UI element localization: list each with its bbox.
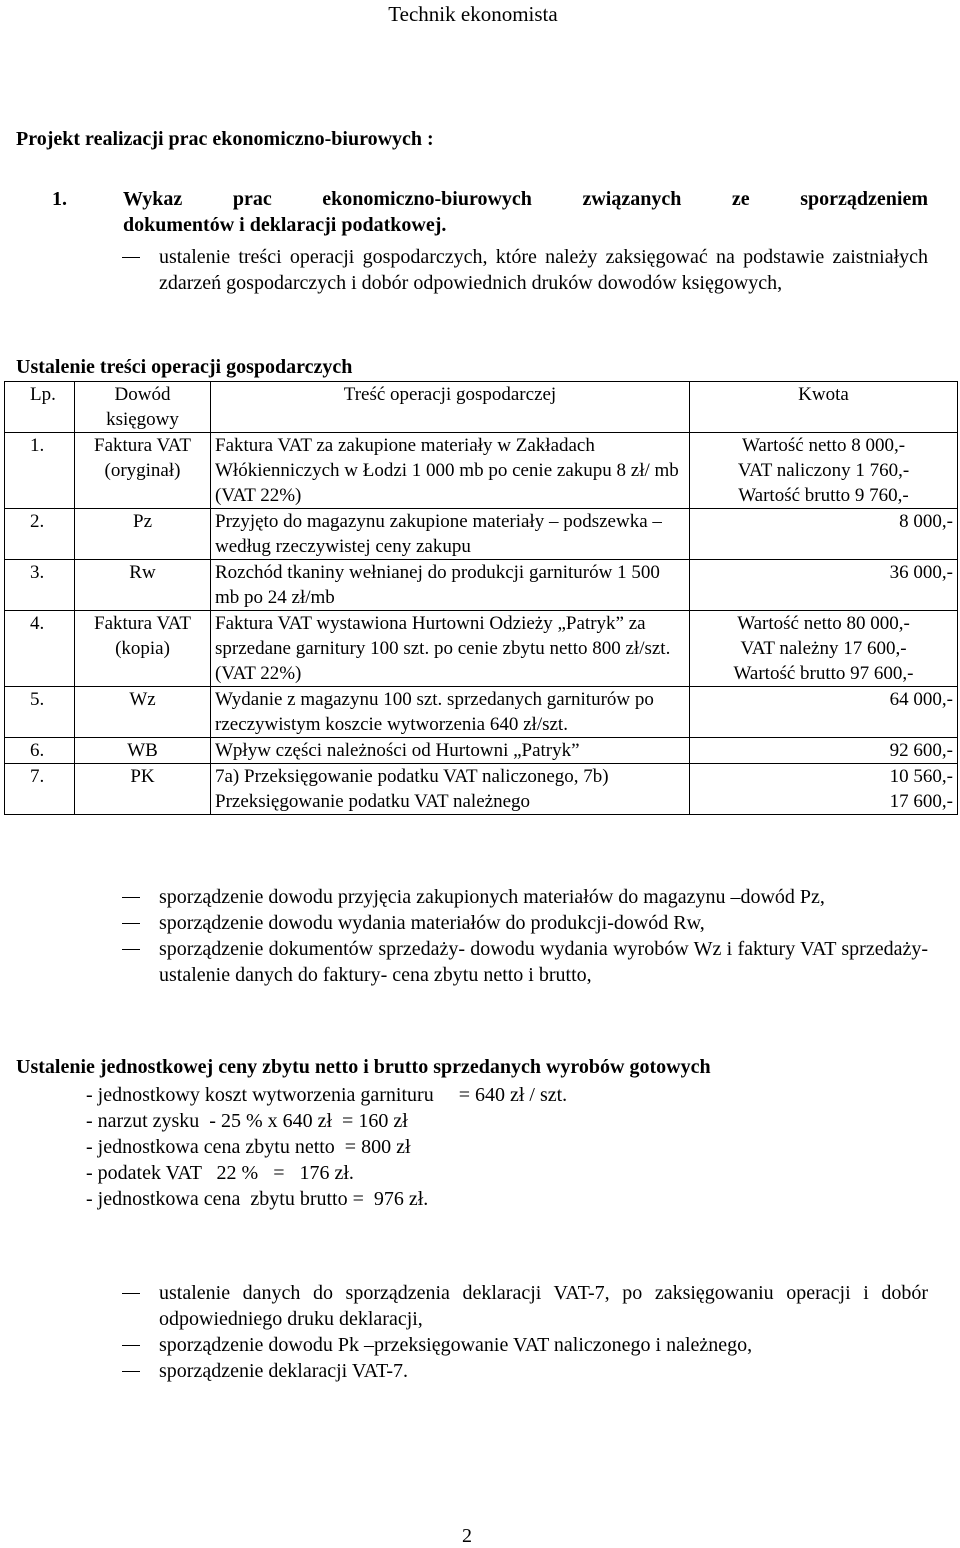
price-line: - jednostkowa cena zbytu brutto = 976 zł. xyxy=(86,1188,429,1210)
list-item: sporządzenie dokumentów sprzedaży- dowodu wydania wyrobów Wz i faktury VAT sprzedaży- ustalenie danych do faktury- cena zbytu netto i brutto, xyxy=(122,936,928,988)
kwota-line: 8 000,- xyxy=(899,511,953,532)
table-row xyxy=(5,509,958,560)
list-item: ustalenie danych do sporządzenia deklaracji VAT-7, po zaksięgowaniu operacji i dobór odpowiedniego druku deklaracji, xyxy=(122,1280,928,1332)
table-row xyxy=(5,433,958,509)
cell-kwota xyxy=(690,611,958,687)
list-item: ustalenie treści operacji gospodarczych, które należy zaksięgować na podstawie zaistniałych zdarzeń gospodarczych i dobór odpowiednich druków dowodów księgowych, xyxy=(122,244,928,296)
cell-tresc: Faktura VAT za zakupione materiały w Zakładach Włókienniczych w Łodzi 1 000 mb po cenie zakupu 8 zł/ mb (VAT 22%) xyxy=(211,433,690,509)
price-line: - podatek VAT 22 % = 176 zł. xyxy=(86,1162,354,1184)
cell-dowod: Faktura VAT (kopia) xyxy=(75,611,211,687)
cell-kwota xyxy=(690,687,958,738)
kwota-line: VAT naliczony 1 760,- xyxy=(737,460,910,481)
cell-lp: 2. xyxy=(5,509,75,560)
price-line: - jednostkowa cena zbytu netto = 800 zł xyxy=(86,1136,411,1158)
kwota-line: 17 600,- xyxy=(889,791,953,812)
cell-kwota xyxy=(690,433,958,509)
section-1-heading xyxy=(52,186,928,238)
task-list-c xyxy=(122,1280,928,1384)
table-row xyxy=(5,764,958,815)
header-tresc: Treść operacji gospodarczej xyxy=(211,382,690,433)
kwota-line: Wartość brutto 97 600,- xyxy=(733,663,914,684)
section-heading-line-1: Wykaz prac ekonomiczno-biurowych związanych ze sporządzeniem xyxy=(123,188,928,210)
cell-kwota xyxy=(690,764,958,815)
cell-tresc: 7a) Przeksięgowanie podatku VAT naliczonego, 7b) Przeksięgowanie podatku VAT należnego xyxy=(211,764,690,815)
kwota-line: VAT należny 17 600,- xyxy=(740,638,907,659)
cell-tresc: Przyjęto do magazynu zakupione materiały – podszewka – według rzeczywistej ceny zakupu xyxy=(211,509,690,560)
kwota-line: 64 000,- xyxy=(889,689,953,710)
kwota-line: Wartość netto 80 000,- xyxy=(737,613,910,634)
kwota-line: 36 000,- xyxy=(889,562,953,583)
cell-tresc: Rozchód tkaniny wełnianej do produkcji garniturów 1 500 mb po 24 zł/mb xyxy=(211,560,690,611)
section-number: 1. xyxy=(52,188,67,210)
task-list-b xyxy=(122,884,928,988)
header-lp: Lp. xyxy=(5,382,75,433)
price-line: - jednostkowy koszt wytworzenia garnituru = 640 zł / szt. xyxy=(86,1084,568,1106)
task-list-a xyxy=(122,244,928,296)
list-item: sporządzenie dowodu wydania materiałów do produkcji-dowód Rw, xyxy=(122,910,928,936)
header-kwota: Kwota xyxy=(690,382,958,433)
table-header-row xyxy=(5,382,958,433)
cell-dowod: Faktura VAT (oryginał) xyxy=(75,433,211,509)
page-header-title: Technik ekonomista xyxy=(388,2,558,26)
cell-lp: 4. xyxy=(5,611,75,687)
list-item: sporządzenie dowodu przyjęcia zakupionych materiałów do magazynu –dowód Pz, xyxy=(122,884,928,910)
page-number: 2 xyxy=(462,1525,472,1547)
table-row xyxy=(5,738,958,764)
cell-kwota xyxy=(690,560,958,611)
operations-table xyxy=(4,381,958,815)
cell-lp: 6. xyxy=(5,738,75,764)
cell-lp: 7. xyxy=(5,764,75,815)
list-item: sporządzenie deklaracji VAT-7. xyxy=(122,1358,928,1384)
cell-lp: 1. xyxy=(5,433,75,509)
cell-tresc: Wpływ części należności od Hurtowni „Patryk” xyxy=(211,738,690,764)
table-row xyxy=(5,687,958,738)
kwota-line: Wartość brutto 9 760,- xyxy=(738,485,909,506)
cell-dowod: Wz xyxy=(75,687,211,738)
cell-lp: 3. xyxy=(5,560,75,611)
table-row xyxy=(5,560,958,611)
cell-dowod: Rw xyxy=(75,560,211,611)
cell-kwota xyxy=(690,738,958,764)
cell-tresc: Faktura VAT wystawiona Hurtowni Odzieży „Patryk” za sprzedane garnitury 100 szt. po cenie zbytu netto 800 zł/szt.(VAT 22%) xyxy=(211,611,690,687)
cell-dowod: PK xyxy=(75,764,211,815)
kwota-line: 92 600,- xyxy=(889,740,953,761)
kwota-line: Wartość netto 8 000,- xyxy=(741,435,906,456)
table-row xyxy=(5,611,958,687)
kwota-line: 10 560,- xyxy=(889,766,953,787)
price-line: - narzut zysku - 25 % x 640 zł = 160 zł xyxy=(86,1110,408,1132)
cell-kwota xyxy=(690,509,958,560)
price-heading: Ustalenie jednostkowej ceny zbytu netto i brutto sprzedanych wyrobów gotowych xyxy=(16,1056,711,1078)
section-heading-line-2: dokumentów i deklaracji podatkowej. xyxy=(123,214,447,236)
project-title: Projekt realizacji prac ekonomiczno-biurowych : xyxy=(16,128,434,150)
cell-dowod: WB xyxy=(75,738,211,764)
header-dowod: Dowód księgowy xyxy=(75,382,211,433)
price-calculation xyxy=(86,1082,567,1212)
list-item: sporządzenie dowodu Pk –przeksięgowanie VAT naliczonego i należnego, xyxy=(122,1332,928,1358)
cell-dowod: Pz xyxy=(75,509,211,560)
operations-heading: Ustalenie treści operacji gospodarczych xyxy=(16,356,353,378)
cell-lp: 5. xyxy=(5,687,75,738)
cell-tresc: Wydanie z magazynu 100 szt. sprzedanych garniturów po rzeczywistym koszcie wytworzenia 640 zł/szt. xyxy=(211,687,690,738)
